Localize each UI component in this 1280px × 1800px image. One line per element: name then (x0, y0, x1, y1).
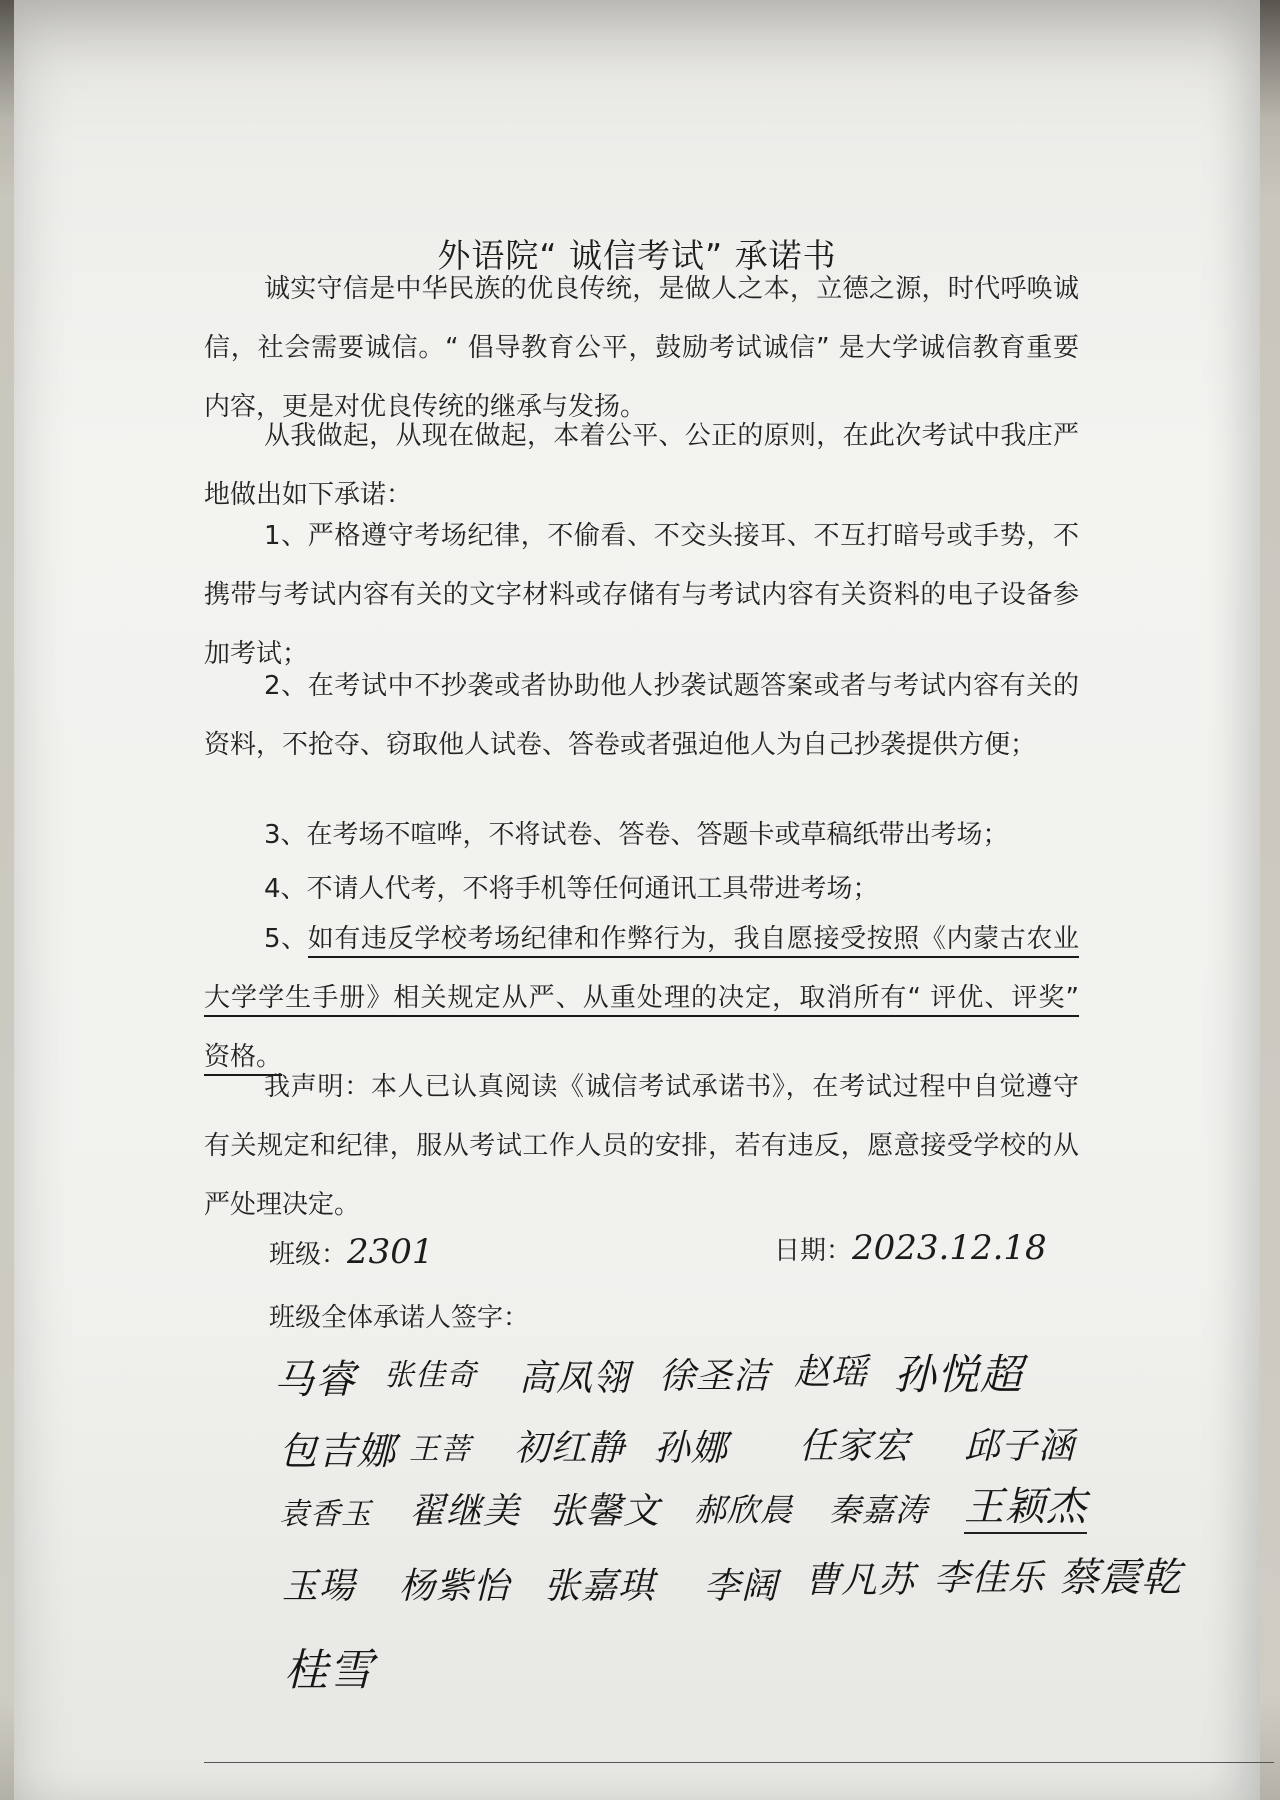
declaration-paragraph: 我声明：本人已认真阅读《诚信考试承诺书》，在考试过程中自觉遵守有关规定和纪律，服从考试工作人员的安排，若有违反，愿意接受学校的从严处理决定。 (204, 1072, 1079, 1220)
paper-sheet (14, 0, 1260, 1800)
pledge-item-5-underlined: 如有违反学校考场纪律和作弊行为，我自愿接受按照《内蒙古农业大学学生手册》相关规定从严、从重处理的决定，取消所有“ 评优、评奖” 资格。 (204, 924, 1079, 1076)
pledge-item-5-number: 5、 (264, 924, 308, 954)
signature: 高凤翎 (519, 1358, 631, 1399)
signature-row-1 (14, 1340, 1280, 1420)
date-label: 日期： (774, 1236, 853, 1266)
signature: 初红静 (514, 1428, 626, 1469)
signature: 李阔 (704, 1566, 779, 1607)
signature: 徐圣洁 (659, 1356, 771, 1397)
signature: 张佳奇 (384, 1358, 477, 1393)
signature: 张馨文 (549, 1491, 661, 1532)
signature: 玉瑒 (282, 1566, 357, 1607)
signature: 翟继美 (409, 1491, 521, 1532)
signature: 王菩 (409, 1432, 471, 1467)
class-label: 班级： (269, 1240, 348, 1270)
date-value: 2023.12.18 (852, 1228, 1047, 1268)
signatures-label: 班级全体承诺人签字： (269, 1303, 530, 1333)
signature-row-4 (14, 1550, 1280, 1630)
signature: 秦嘉涛 (829, 1491, 929, 1529)
pledge-item-3: 3、在考场不喧哗，不将试卷、答卷、答题卡或草稿纸带出考场； (264, 820, 1009, 850)
pledge-item-1: 1、严格遵守考场纪律，不偷看、不交头接耳、不互打暗号或手势，不携带与考试内容有关的文字材料或存储有与考试内容有关资料的电子设备参加考试； (204, 521, 1079, 669)
pledge-item-4: 4、不请人代考，不将手机等任何通讯工具带进考场； (264, 874, 879, 904)
intro-paragraph-2: 从我做起，从现在做起，本着公平、公正的原则，在此次考试中我庄严地做出如下承诺： (204, 421, 1079, 510)
signature: 郝欣晨 (694, 1491, 794, 1529)
signature-row-3 (14, 1475, 1280, 1555)
bottom-divider-line (204, 1762, 1274, 1763)
signature: 包吉娜 (279, 1429, 397, 1473)
signature: 邱子涵 (964, 1426, 1076, 1467)
signature: 曹凡苏 (804, 1560, 916, 1601)
signature: 赵瑶 (794, 1352, 869, 1393)
class-field (269, 1232, 434, 1272)
class-value: 2301 (347, 1232, 434, 1272)
signature: 孙悦超 (894, 1350, 1024, 1399)
document-title: 外语院“ 诚信考试” 承诺书 (437, 236, 837, 275)
pledge-item-2: 2、在考试中不抄袭或者协助他人抄袭试题答案或者与考试内容有关的资料，不抢夺、窃取他人试卷、答卷或者强迫他人为自己抄袭提供方便； (204, 671, 1079, 760)
signature: 张嘉琪 (544, 1566, 656, 1607)
signature: 马睿 (274, 1357, 356, 1403)
signature: 桂雪 (284, 1645, 374, 1696)
signature: 蔡震乾 (1059, 1555, 1182, 1601)
signature: 袁香玉 (279, 1497, 372, 1532)
signature: 王颖杰 (964, 1475, 1087, 1534)
signature-row-5 (14, 1620, 1280, 1700)
signature: 李佳乐 (934, 1558, 1046, 1599)
signature: 杨紫怡 (399, 1566, 511, 1607)
intro-paragraph-1: 诚实守信是中华民族的优良传统，是做人之本，立德之源，时代呼唤诚信，社会需要诚信。“ 倡导教育公平，鼓励考试诚信” 是大学诚信教育重要内容，更是对优良传统的继承与发扬。 (204, 274, 1079, 422)
date-field (774, 1228, 1047, 1268)
signature: 孙娜 (654, 1428, 729, 1469)
signature: 任家宏 (799, 1426, 911, 1467)
